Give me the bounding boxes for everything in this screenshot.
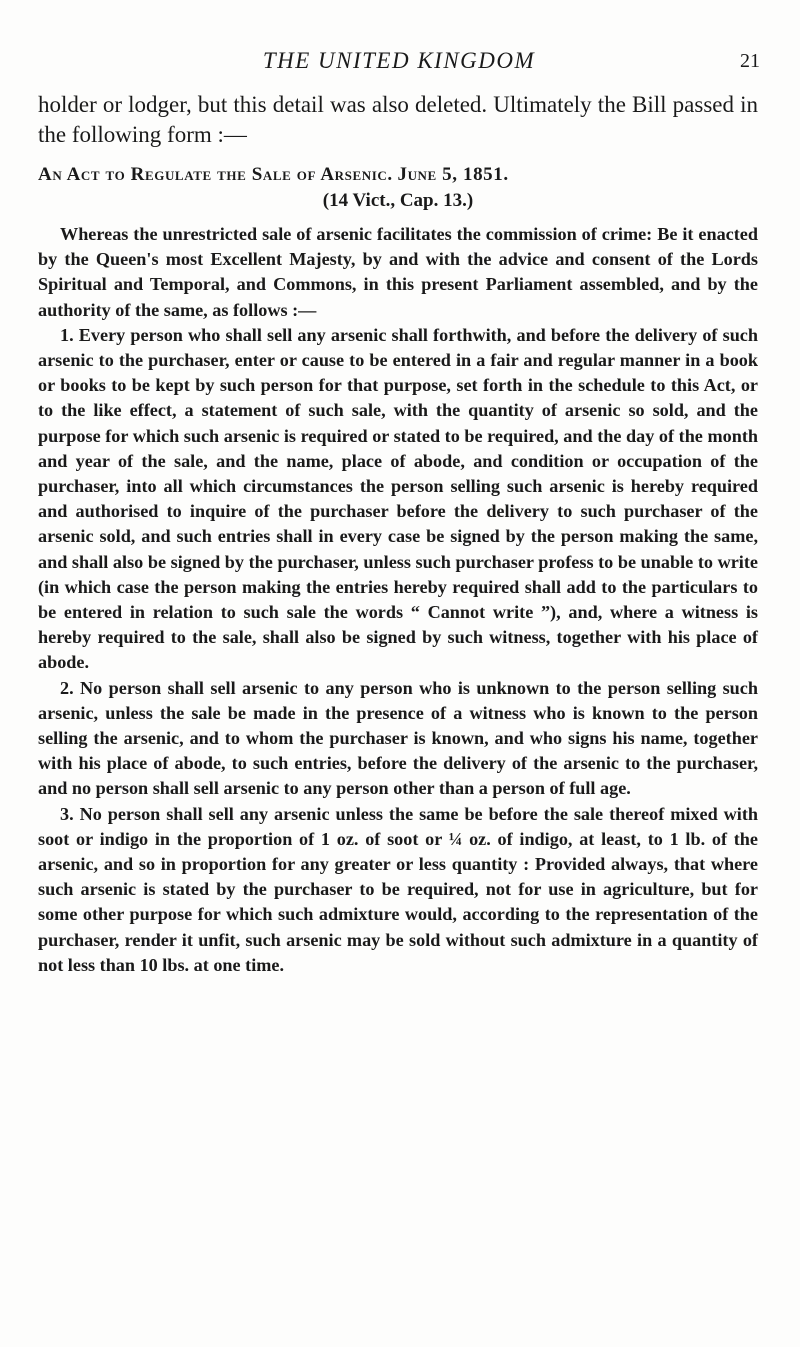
act-citation: (14 Vict., Cap. 13.) bbox=[322, 190, 474, 211]
page-number: 21 bbox=[740, 50, 760, 72]
act-date: June 5, 1851. bbox=[397, 164, 509, 185]
running-title: THE UNITED KINGDOM bbox=[262, 48, 536, 73]
act-section-3: 3. No person shall sell any arsenic unless the same be before the sale thereof mixed with soot or indigo in the proportion of 1 oz. of soot or ¼ oz. of indigo, at least, to 1 lb. of the arsenic, and so in proportion for any greater or less quantity : Provided always, that where such arsenic is stated by the purchaser to be required, not for use in agriculture, but for some other purpose for which such admixture would, according to the representation of the purchaser, render it unfit, such arsenic may be sold without such admixture in a quantity of not less than 10 lbs. at one time. bbox=[38, 803, 758, 975]
intro-paragraph: holder or lodger, but this detail was also deleted. Ultimately the Bill passed in the following form :— bbox=[38, 92, 758, 147]
body-text bbox=[38, 90, 758, 978]
act-heading bbox=[38, 162, 758, 188]
act-preamble: Whereas the unrestricted sale of arsenic facilitates the commission of crime: Be it enacted by the Queen's most Excellent Majesty, by and with the advice and consent of the Lords Spiritual and Temporal, and Commons, in this present Parliament assembled, and by the authority of the same, as follows :— bbox=[38, 224, 758, 320]
act-section-2: 2. No person shall sell arsenic to any person who is unknown to the person selling such arsenic, unless the sale be made in the presence of a witness who is known to the person selling the arsenic, and to whom the purchaser is known, and who signs his name, together with his place of abode, to such entries, before the delivery of the arsenic to the purchaser, and no person shall sell arsenic to any person other than a person of full age. bbox=[38, 677, 758, 799]
running-head bbox=[38, 48, 760, 78]
act-section-1: 1. Every person who shall sell any arsenic shall forthwith, and before the delivery of such arsenic to the purchaser, enter or cause to be entered in a fair and regular manner in a book or books to be kept by such person for that purpose, set forth in the schedule to this Act, or to the like effect, a statement of such sale, with the quantity of arsenic so sold, and the purpose for which such arsenic is required or stated to be required, and the day of the month and year of the sale, and the name, place of abode, and condition or occupation of the purchaser, into all which circumstances the person selling such arsenic is hereby required and authorised to inquire of the purchaser before the delivery to such purchaser of the arsenic sold, and such entries shall in every case be signed by the person making the same, and shall also be signed by the purchaser, unless such purchaser profess to be unable to write (in which case the person making the entries hereby required shall add to the particulars to be entered in relation to such sale the words “ Cannot write ”), and, where a witness is hereby required to the sale, shall also be signed by such witness, together with his place of abode. bbox=[38, 324, 758, 673]
act-title: An Act to Regulate the Sale of Arsenic. bbox=[38, 164, 393, 185]
